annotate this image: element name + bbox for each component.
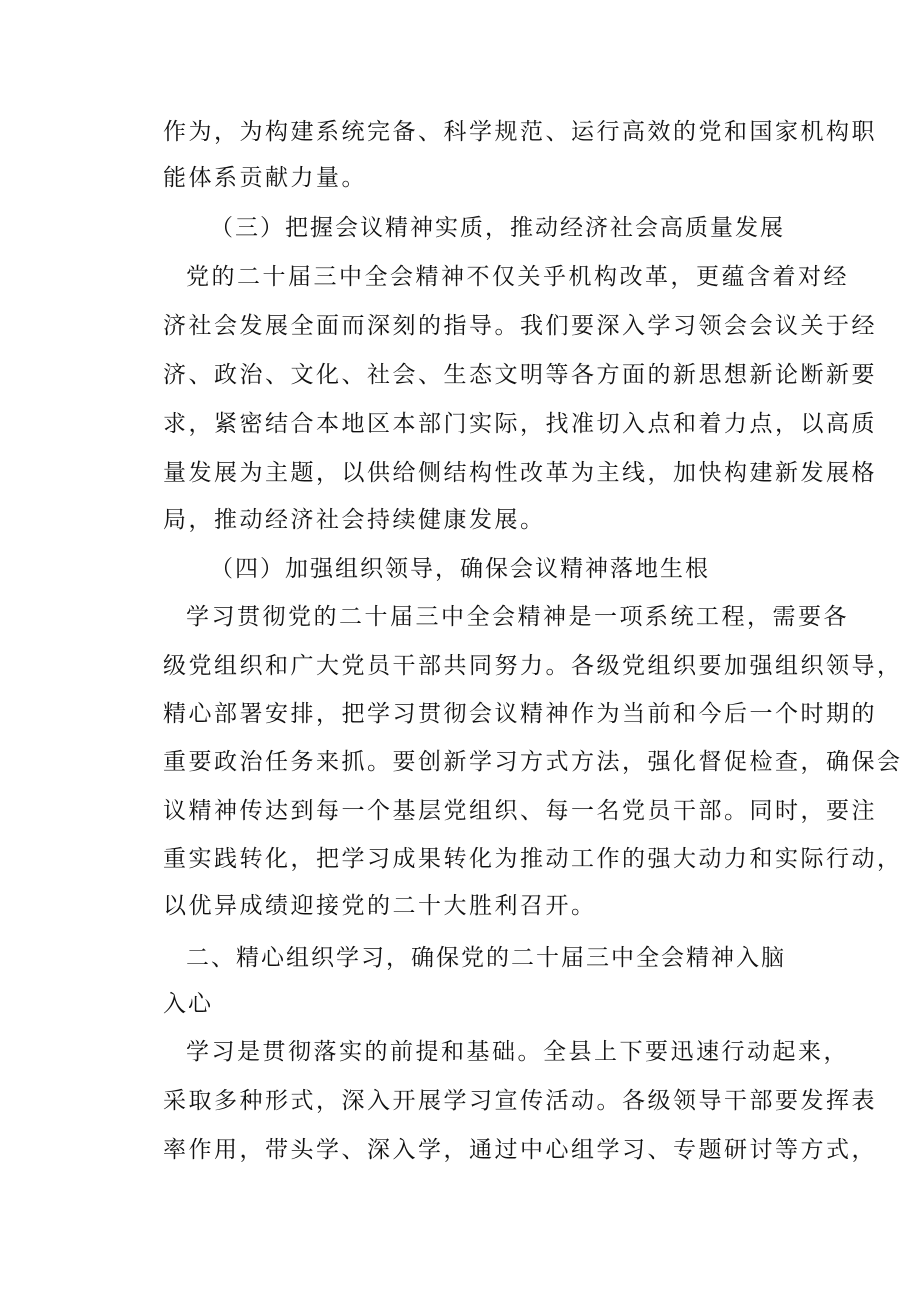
chapter-heading-2: 二、精心组织学习，确保党的二十届三中全会精神入脑 — [186, 945, 786, 971]
body-text-line: 重实践转化，把学习成果转化为推动工作的强大动力和实际行动， — [163, 846, 903, 872]
body-text-line: 级党组织和广大党员干部共同努力。各级党组织要加强组织领导， — [163, 653, 903, 679]
paragraph-first-line: 学习是贯彻落实的前提和基础。全县上下要迅速行动起来， — [186, 1039, 849, 1065]
body-text-line: 率作用，带头学、深入学，通过中心组学习、专题研讨等方式， — [163, 1137, 877, 1163]
body-text-line: 以优异成绩迎接党的二十大胜利召开。 — [163, 893, 597, 919]
paragraph-first-line: 学习贯彻党的二十届三中全会精神是一项系统工程，需要各 — [186, 604, 849, 630]
body-text-line: 议精神传达到每一个基层党组织、每一名党员干部。同时，要注 — [163, 798, 877, 824]
section-heading-4: （四）加强组织领导，确保会议精神落地生根 — [210, 556, 710, 582]
section-heading-3: （三）把握会议精神实质，推动经济社会高质量发展 — [210, 215, 785, 241]
chapter-heading-2-continued: 入心 — [163, 991, 213, 1017]
body-text-line: 量发展为主题，以供给侧结构性改革为主线，加快构建新发展格 — [163, 460, 877, 486]
body-text-line: 济社会发展全面而深刻的指导。我们要深入学习领会会议关于经 — [163, 313, 877, 339]
body-text-line: 作为，为构建系统完备、科学规范、运行高效的党和国家机构职 — [163, 119, 877, 145]
body-text-line: 采取多种形式，深入开展学习宣传活动。各级领导干部要发挥表 — [163, 1088, 877, 1114]
body-text-line: 能体系贡献力量。 — [163, 165, 367, 191]
body-text-line: 济、政治、文化、社会、生态文明等各方面的新思想新论断新要 — [163, 362, 877, 388]
body-text-line: 局，推动经济社会持续健康发展。 — [163, 507, 546, 533]
body-text-line: 精心部署安排，把学习贯彻会议精神作为当前和今后一个时期的 — [163, 701, 877, 727]
body-text-line: 重要政治任务来抓。要创新学习方式方法，强化督促检查，确保会 — [163, 749, 903, 775]
paragraph-first-line: 党的二十届三中全会精神不仅关乎机构改革，更蕴含着对经 — [186, 264, 849, 290]
body-text-line: 求，紧密结合本地区本部门实际，找准切入点和着力点，以高质 — [163, 411, 877, 437]
